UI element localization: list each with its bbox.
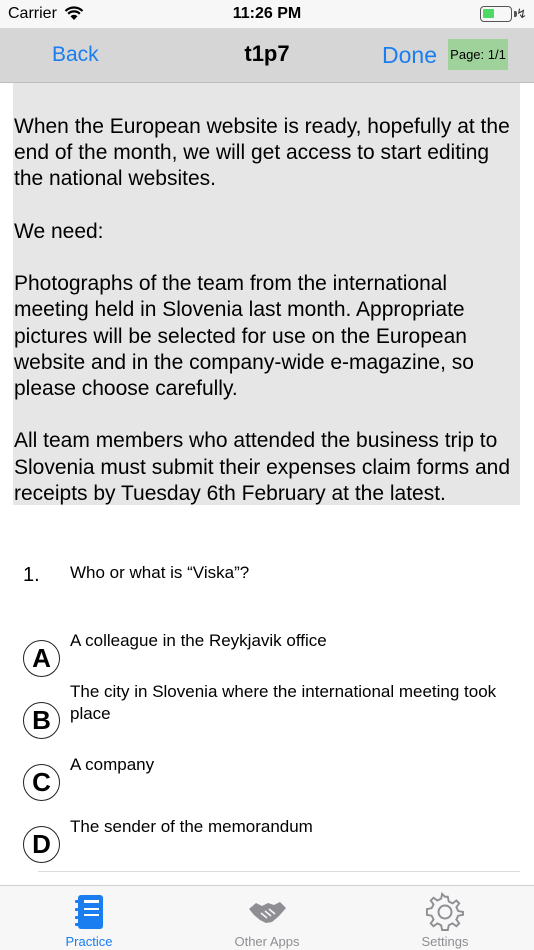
passage-text [14,114,519,505]
question-text: Who or what is “Viska”? [70,563,250,582]
tab-label-practice: Practice [65,934,113,949]
tab-other-apps[interactable] [178,886,356,950]
tab-practice[interactable] [0,886,178,950]
option-letter-d[interactable]: D [23,826,60,863]
option-letter-a[interactable]: A [23,640,60,677]
status-bar [0,0,534,28]
tab-settings[interactable] [356,886,534,950]
done-button[interactable]: Done [382,42,437,68]
passage-paragraph: Photographs of the team from the international meeting held in Slovenia last month. Appropriate pictures will be selected for use on the European website and in the company-wide e-magazine, so please choose carefully. [14,272,474,400]
carrier-label: Carrier [8,5,57,22]
passage-paragraph: When the European website is ready, hopefully at the end of the month, we will get access to start editing the national websites. [14,115,510,191]
tab-label-settings: Settings [421,934,469,949]
option-text-c[interactable]: A company [70,755,155,774]
answer-option-d[interactable] [23,816,523,866]
tab-bar [0,885,534,950]
charging-icon: ↯ [516,6,527,21]
tab-label-other-apps: Other Apps [234,934,300,949]
navigation-bar [0,28,534,83]
answer-option-b[interactable] [23,681,523,741]
question-number: 1. [23,564,40,586]
page-title: t1p7 [244,41,290,66]
option-text-d[interactable]: The sender of the memorandum [70,817,313,836]
notebook-icon [69,892,109,932]
divider [38,871,520,872]
handshake-icon [247,892,287,932]
battery-icon [480,6,512,22]
option-text-b[interactable]: The city in Slovenia where the international meeting took place [70,682,497,723]
back-button[interactable]: Back [52,43,99,66]
answer-option-c[interactable] [23,754,523,804]
option-letter-b[interactable]: B [23,702,60,739]
battery-level [483,9,494,18]
status-time: 11:26 PM [232,5,302,22]
reading-passage[interactable] [13,83,520,505]
passage-paragraph: All team members who attended the business trip to Slovenia must submit their expenses claim forms and receipts by Tuesday 6th February at the latest. [14,429,511,505]
page-indicator: Page: 1/1 [448,39,508,70]
option-text-a[interactable]: A colleague in the Reykjavik office [70,631,327,650]
option-letter-c[interactable]: C [23,764,60,801]
passage-paragraph: We need: [14,219,104,243]
answer-option-a[interactable] [23,630,523,680]
gear-icon [425,892,465,932]
